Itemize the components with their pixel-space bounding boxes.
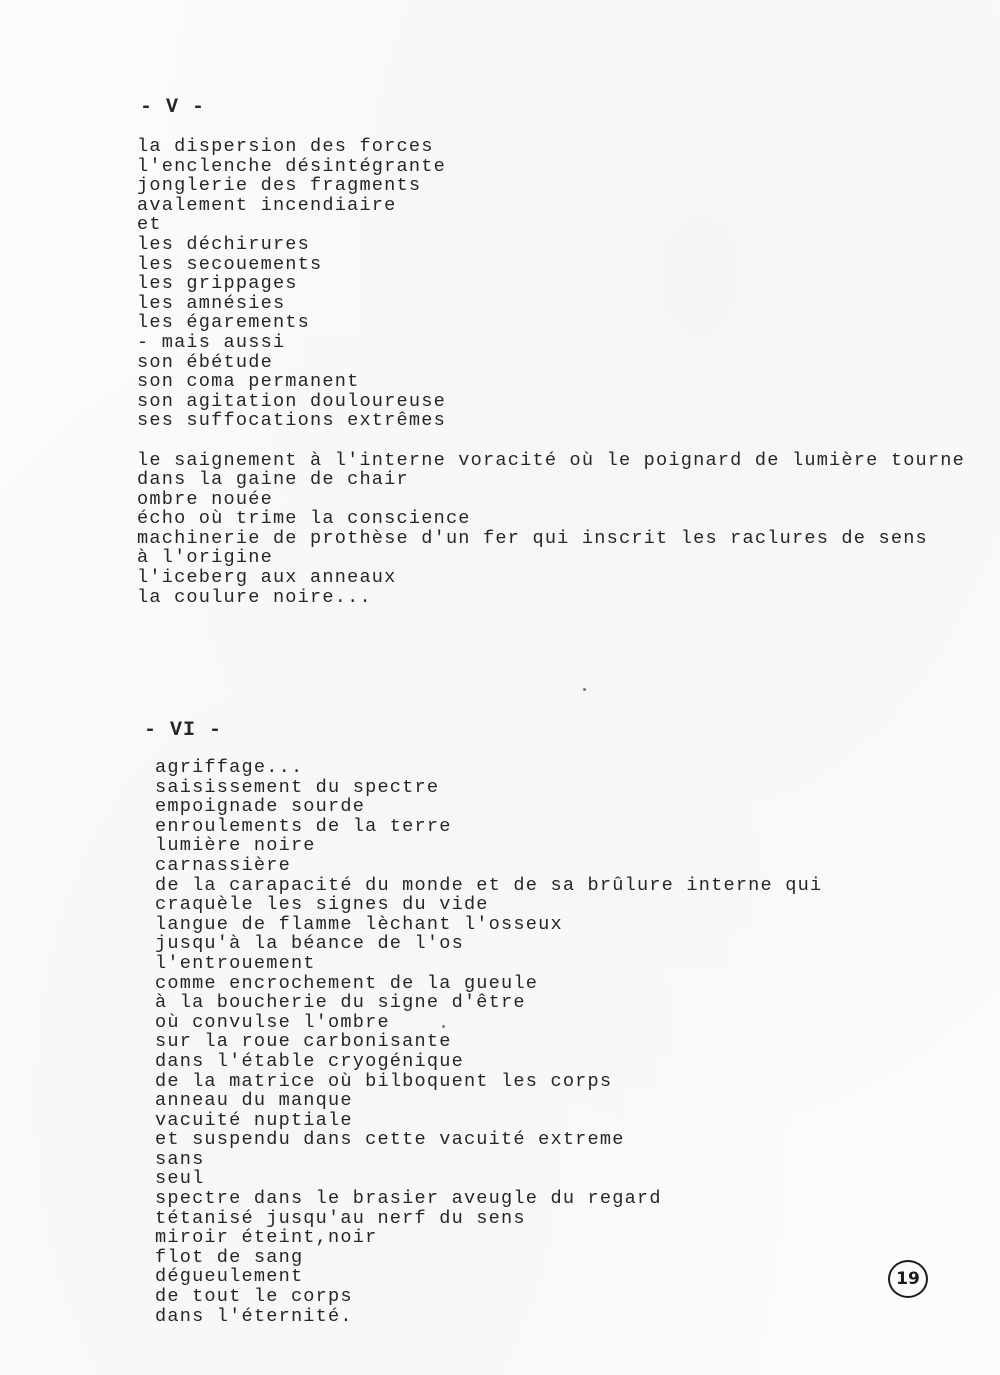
poem-line: agriffage... (155, 757, 304, 778)
poem-line: les grippages (137, 273, 298, 295)
poem-line: jusqu'à la béance de l'os (155, 933, 464, 955)
section-v-heading: - V - (140, 96, 206, 119)
poem-line: l'entrouement (155, 952, 316, 974)
poem-line: son agitation douloureuse (137, 390, 446, 412)
poem-line: son coma permanent (137, 371, 360, 393)
poem-line: de tout le corps (155, 1286, 353, 1308)
poem-line: dans l'étable cryogénique (155, 1050, 464, 1072)
poem-line: vacuité nuptiale (155, 1109, 353, 1131)
poem-line: tétanisé jusqu'au nerf du sens (155, 1207, 526, 1229)
poem-line: les égarements (137, 312, 311, 334)
poem-line: lumière noire (155, 835, 316, 857)
poem-line: et (137, 214, 162, 236)
poem-line: à l'origine (137, 547, 273, 569)
poem-line: où convulse l'ombre (155, 1011, 390, 1033)
poem-line: anneau du manque (155, 1090, 353, 1112)
poem-line: flot de sang (155, 1246, 304, 1268)
paper-speck (442, 1025, 445, 1028)
poem-line: seul (155, 1168, 205, 1190)
poem-line: dans la gaine de chair (137, 469, 409, 491)
paper-speck (583, 688, 586, 691)
poem-line: craquèle les signes du vide (155, 894, 489, 916)
poem-line: son ébétude (137, 351, 273, 373)
poem-line: langue de flamme lèchant l'osseux (155, 913, 563, 935)
poem-line: à la boucherie du signe d'être (155, 992, 526, 1014)
poem-line: dans l'éternité. (155, 1305, 353, 1327)
poem-line: saisissement du spectre (155, 776, 440, 798)
poem-line: ombre nouée (137, 488, 273, 510)
poem-line: la coulure noire... (137, 586, 372, 608)
poem-line: l'enclenche désintégrante (137, 155, 446, 177)
poem-line: comme encrochement de la gueule (155, 972, 539, 994)
poem-line: de la matrice où bilboquent les corps (155, 1070, 613, 1092)
poem-line: l'iceberg aux anneaux (137, 567, 397, 589)
section-vi-poem (155, 758, 822, 1326)
poem-line: dégueulement (155, 1266, 304, 1288)
page-number: 19 (888, 1260, 928, 1298)
poem-line: et suspendu dans cette vacuité extreme (155, 1129, 625, 1151)
section-vi-heading: - VI - (144, 719, 223, 742)
poem-line: de la carapacité du monde et de sa brûlure interne qui (155, 874, 823, 896)
poem-line: sans (155, 1148, 205, 1170)
poem-line: jonglerie des fragments (137, 175, 422, 197)
poem-line: empoignade sourde (155, 796, 366, 818)
poem-line: machinerie de prothèse d'un fer qui inscrit les raclures de sens (137, 527, 928, 549)
section-v-poem (137, 137, 965, 607)
poem-line: la dispersion des forces (137, 136, 434, 157)
poem-line: le saignement à l'interne voracité où le poignard de lumière tourne (137, 449, 965, 471)
poem-line: carnassière (155, 854, 291, 876)
poem-line: miroir éteint,noir (155, 1227, 378, 1249)
poem-line: sur la roue carbonisante (155, 1031, 452, 1053)
poem-line: avalement incendiaire (137, 194, 397, 216)
poem-line: enroulements de la terre (155, 815, 452, 837)
poem-line: spectre dans le brasier aveugle du regard (155, 1188, 662, 1210)
poem-line: ses suffocations extrêmes (137, 410, 446, 432)
poem-line: écho où trime la conscience (137, 508, 471, 530)
poem-line: les secouements (137, 253, 323, 275)
poem-line: les déchirures (137, 233, 311, 255)
poem-line: - mais aussi (137, 331, 286, 353)
stanza-break (137, 431, 965, 451)
poem-line: les amnésies (137, 292, 286, 314)
